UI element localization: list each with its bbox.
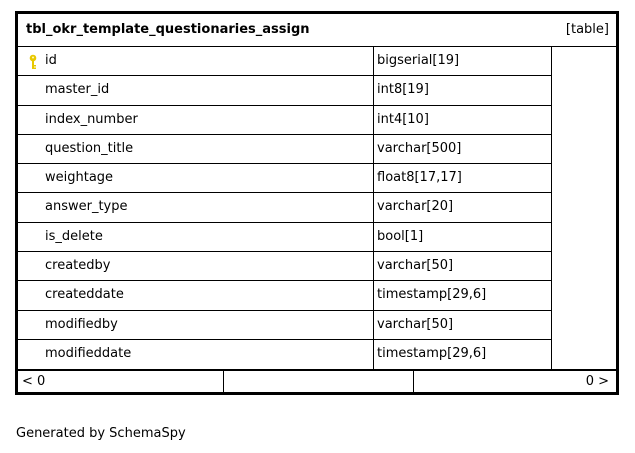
column-filler (552, 311, 616, 340)
column-row (18, 281, 616, 310)
column-type: varchar[500] (374, 135, 552, 164)
column-row (18, 252, 616, 281)
table-node (15, 11, 619, 395)
column-row (18, 223, 616, 252)
column-type: varchar[50] (374, 252, 552, 281)
column-name: createddate (18, 281, 374, 310)
column-name: is_delete (18, 223, 374, 252)
column-filler (552, 76, 616, 105)
column-type: int8[19] (374, 76, 552, 105)
column-filler (552, 223, 616, 252)
table-kind: [table] (565, 22, 609, 37)
column-name: index_number (18, 106, 374, 135)
column-row (18, 311, 616, 340)
column-type: varchar[50] (374, 311, 552, 340)
column-filler (552, 281, 616, 310)
column-row (18, 76, 616, 105)
table-header (18, 14, 616, 47)
column-row (18, 164, 616, 193)
children-count: 0 > (585, 374, 609, 389)
column-type: float8[17,17] (374, 164, 552, 193)
column-row (18, 340, 616, 369)
column-filler (552, 47, 616, 76)
column-filler (552, 252, 616, 281)
column-filler (552, 193, 616, 222)
column-list (18, 47, 616, 369)
column-name: modifieddate (18, 340, 374, 369)
column-row (18, 193, 616, 222)
column-filler (552, 164, 616, 193)
column-type: varchar[20] (374, 193, 552, 222)
column-name: createdby (18, 252, 374, 281)
column-name: question_title (18, 135, 374, 164)
primary-key-icon (28, 54, 38, 70)
parents-count: < 0 (18, 371, 224, 392)
column-name: answer_type (18, 193, 374, 222)
column-row (18, 47, 616, 76)
column-row (18, 106, 616, 135)
column-name: weightage (18, 164, 374, 193)
column-type: int4[10] (374, 106, 552, 135)
column-name: id (18, 47, 374, 76)
column-row (18, 135, 616, 164)
column-type: timestamp[29,6] (374, 340, 552, 369)
column-filler (552, 340, 616, 369)
footer-spacer (224, 371, 414, 392)
column-type: bool[1] (374, 223, 552, 252)
table-footer (18, 369, 616, 392)
column-name: master_id (18, 76, 374, 105)
column-name: modifiedby (18, 311, 374, 340)
column-filler (552, 106, 616, 135)
column-type: bigserial[19] (374, 47, 552, 76)
column-type: timestamp[29,6] (374, 281, 552, 310)
generator-credit: Generated by SchemaSpy (16, 426, 186, 441)
column-filler (552, 135, 616, 164)
table-name: tbl_okr_template_questionaries_assign (26, 22, 310, 37)
